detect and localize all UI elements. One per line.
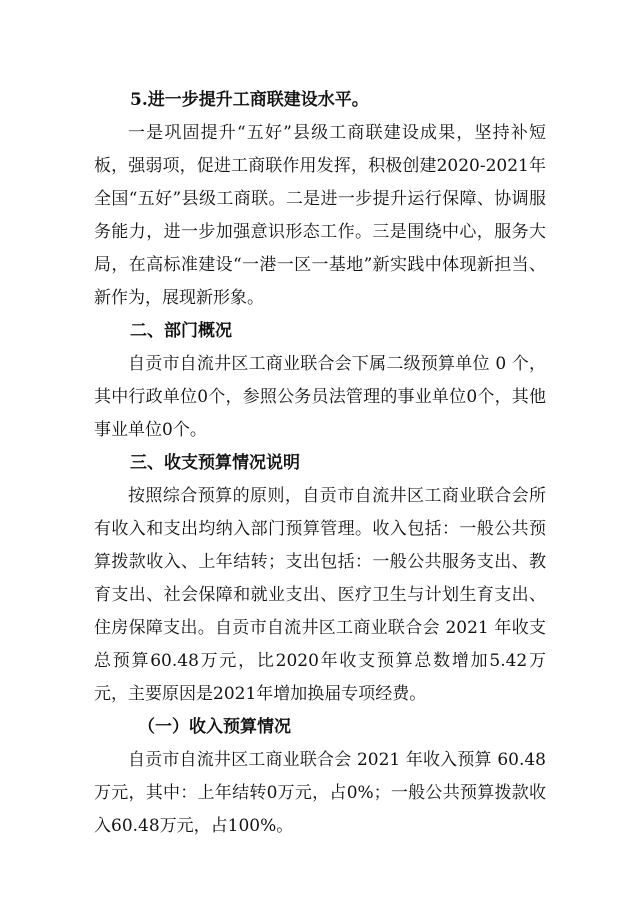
paragraph-department-overview: 自贡市自流井区工商业联合会下属二级预算单位 0 个，其中行政单位0个，参照公务员法管理的事业单位0个，其他事业单位0个。 (94, 354, 546, 440)
paragraph-budget-explanation: 按照综合预算的原则，自贡市自流井区工商业联合会所有收入和支出均纳入部门预算管理。收入包括：一般公共预算拨款收入、上年结转；支出包括：一般公共服务支出、教育支出、社会保障和就业支出、医疗卫生与计划生育支出、住房保障支出。自贡市自流井区工商业联合会 2021 年收支总预算60.48万元，比2020年收支预算总数增加5.42万元，主要原因是2021年增加换届专项经费。 (94, 486, 546, 704)
paragraph-5: 一是巩固提升“五好”县级工商联建设成果，坚持补短板，强弱项，促进工商联作用发挥，积极创建2020-2021年全国“五好”县级工商联。二是进一步提升运行保障、协调服务能力，进一步加强意识形态工作。三是围绕中心，服务大局，在高标准建设“一港一区一基地”新实践中体现新担当、新作为，展现新形象。 (94, 123, 546, 308)
section-heading-5: 5.进一步提升工商联建设水平。 (130, 90, 369, 110)
subsection-heading-income-budget: （一）收入预算情况 (138, 717, 291, 737)
section-heading-department-overview: 二、部门概况 (130, 321, 232, 341)
section-heading-budget-explanation: 三、收支预算情况说明 (130, 453, 300, 473)
paragraph-income-budget: 自贡市自流井区工商业联合会 2021 年收入预算 60.48 万元，其中：上年结转0万元，占0%；一般公共预算拨款收入60.48万元，占100%。 (94, 750, 546, 836)
